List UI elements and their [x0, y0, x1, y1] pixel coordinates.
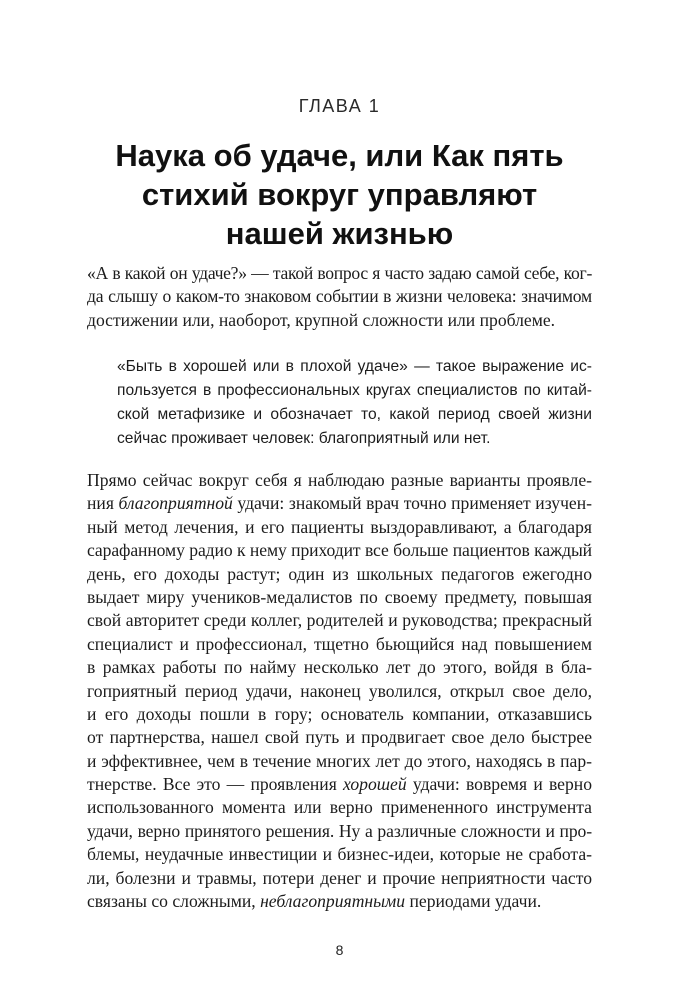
text-line: сарафанному радио к нему приходит все больше пациентов каждый [87, 540, 592, 561]
text-line: да слышу о каком-то знаковом событии в жизни человека: значимом [87, 286, 592, 307]
quote-line: пользуется в профессиональных кругах специалистов по китай- [117, 382, 592, 399]
text-line: свой авторитет среди коллег, родителей и руководства; прекрасный [87, 610, 592, 631]
text-line: использованного момента или верно примененного инструмента [87, 797, 592, 818]
chapter-label: ГЛАВА 1 [298, 96, 381, 116]
chapter-title-line: стихий вокруг управляют [141, 177, 538, 212]
text-line: и эффективнее, чем в течение многих лет до этого, находясь в пар- [87, 750, 592, 771]
text-line [87, 890, 592, 913]
text-line: достижении или, наоборот, крупной сложности или проблеме. [87, 309, 556, 330]
text-line: выдает миру учеников-медалистов по своему предмету, повышая [87, 586, 592, 607]
body-paragraph [87, 469, 592, 913]
emphasis: благоприятной [118, 493, 233, 514]
text-line [87, 773, 592, 796]
quote-line: сейчас проживает человек: благоприятный или нет. [117, 430, 491, 447]
text-run: удачи: вовремя и верно [406, 774, 592, 795]
text-line: блемы, неудачные инвестиции и бизнес-идеи, которые не сработа- [87, 844, 592, 865]
text-run: периодами удачи. [405, 891, 542, 912]
text-line: специалист и профессионал, тщетно бьющийся над повышением [87, 633, 592, 654]
text-run: связаны со сложными, [87, 891, 261, 912]
text-line: гоприятный период удачи, наконец уволился, открыл свое дело, [87, 680, 592, 701]
text-line: ный метод лечения, и его пациенты выздоравливают, а благодаря [87, 516, 592, 537]
text-line [87, 492, 592, 515]
text-line: «А в какой он удаче?» — такой вопрос я часто задаю самой себе, ког- [87, 263, 592, 283]
text-line: день, его доходы растут; один из школьных педагогов ежегодно [87, 563, 592, 584]
text-line: и его доходы пошли в гору; основатель компании, отказавшись [87, 703, 592, 724]
text-line: ли, болезни и травмы, потери денег и прочие неприятности часто [87, 867, 592, 888]
page-number: 8 [335, 942, 344, 958]
emphasis: хорошей [343, 774, 407, 795]
quote-block [117, 355, 592, 451]
chapter-title-line: Наука об удаче, или Как пять [115, 138, 564, 173]
chapter-title [60, 136, 619, 253]
quote-line: ской метафизике и обозначает то, какой период своей жизни [117, 406, 592, 423]
text-line: Прямо сейчас вокруг себя я наблюдаю разные варианты проявле- [87, 470, 592, 490]
emphasis: неблагоприятными [260, 891, 406, 912]
text-run: ния [87, 493, 119, 514]
text-run: тнерстве. Все это — проявления [87, 774, 344, 795]
text-line: от партнерства, нашел свой путь и продвигает свое дело быстрее [87, 727, 592, 748]
text-line: удачи, верно принятого решения. Ну а различные сложности и про- [87, 820, 592, 841]
lead-paragraph [87, 262, 592, 332]
text-line: в рамках работы по найму несколько лет до этого, войдя в бла- [87, 657, 592, 678]
chapter-title-line: нашей жизнью [225, 216, 454, 251]
quote-line: «Быть в хорошей или в плохой удаче» — такое выражение ис- [117, 358, 592, 375]
text-run: удачи: знакомый врач точно применяет изучен- [232, 493, 592, 514]
